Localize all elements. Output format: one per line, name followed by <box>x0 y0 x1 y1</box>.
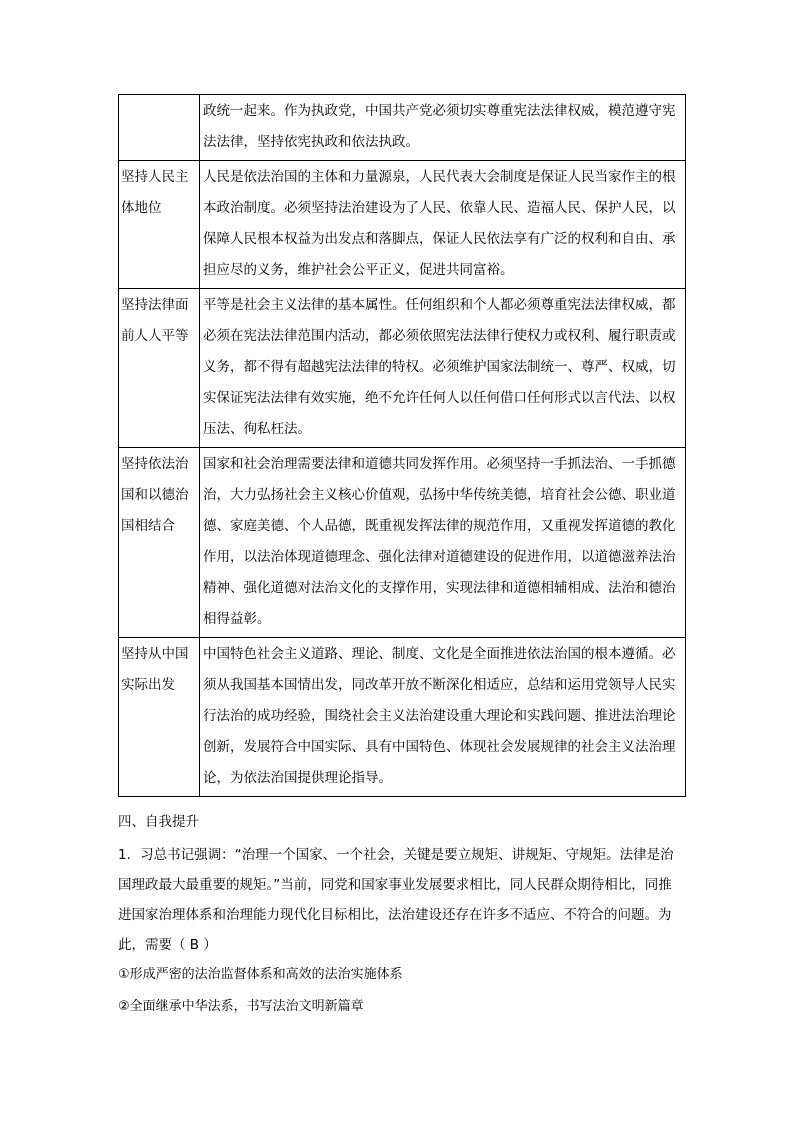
row-content: 中国特色社会主义道路、理论、制度、文化是全面推进依法治国的根本遵循。必须从我国基本国情出发，同改革开放不断深化相适应，总结和运用党领导人民实行法治的成功经验，围绕社会主义法治建设重大理论和实践问题、推进法治理论创新，发展符合中国实际、具有中国特色、体现社会发展规律的社会主义法治理论，为依法治国提供理论指导。 <box>203 646 676 786</box>
row-label <box>119 95 199 98</box>
question-option: ①形成严密的法治监督体系和高效的法治实施体系 <box>118 967 403 982</box>
table-row <box>119 638 686 797</box>
row-label: 坚持法律面前人人平等 <box>121 297 189 344</box>
row-label-cell <box>119 161 200 289</box>
row-content: 平等是社会主义法律的基本属性。任何组织和个人都必须尊重宪法法律权威，都必须在宪法法律范围内活动，都必须依照宪法法律行使权力或权利、履行职责或义务，都不得有超越宪法法律的特权。必须维护国家法制统一、尊严、权威，切实保证宪法法律有效实施，绝不允许任何人以任何借口任何形式以言代法、以权压法、徇私枉法。 <box>203 297 676 437</box>
section-heading: 四、自我提升 <box>118 814 199 830</box>
table-row <box>119 289 686 448</box>
row-label: 坚持人民主体地位 <box>121 169 189 216</box>
table-row <box>119 161 686 289</box>
row-content: 政统一起来。作为执政党，中国共产党必须切实尊重宪法法律权威，模范遵守宪法法律，坚持依宪执政和依法执政。 <box>203 103 676 150</box>
row-content-cell <box>200 448 686 638</box>
row-content: 人民是依法治国的主体和力量源泉，人民代表大会制度是保证人民当家作主的根本政治制度。必须坚持法治建设为了人民、依靠人民、造福人民、保护人民，以保障人民根本权益为出发点和落脚点，保证人民依法享有广泛的权利和自由、承担应尽的义务，维护社会公平正义，促进共同富裕。 <box>203 169 676 278</box>
row-content-cell <box>200 161 686 289</box>
row-label-cell <box>119 289 200 448</box>
row-label: 坚持从中国实际出发 <box>121 646 189 693</box>
row-label-cell <box>119 448 200 638</box>
table-row <box>119 95 686 161</box>
table-row <box>119 448 686 638</box>
row-content-cell <box>200 638 686 797</box>
row-content-cell <box>200 289 686 448</box>
row-label-cell <box>119 95 200 161</box>
row-content: 国家和社会治理需要法律和道德共同发挥作用。必须坚持一手抓法治、一手抓德治，大力弘扬社会主义核心价值观，弘扬中华传统美德，培育社会公德、职业道德、家庭美德、个人品德，既重视发挥法律的规范作用，又重视发挥道德的教化作用，以法治体现道德理念、强化法律对道德建设的促进作用，以道德滋养法治精神、强化道德对法治文化的支撑作用，实现法律和道德相辅相成、法治和德治相得益彰。 <box>203 456 676 627</box>
row-label: 坚持依法治国和以德治国相结合 <box>121 456 189 534</box>
question-option: ②全面继承中华法系，书写法治文明新篇章 <box>118 999 364 1014</box>
row-label-cell <box>119 638 200 797</box>
row-content-cell <box>200 95 686 161</box>
question-text: 1．习总书记强调：“治理一个国家、一个社会，关键是要立规矩、讲规矩、守规矩。法律是治国理政最大最重要的规矩。”当前，同党和国家事业发展要求相比，同人民群众期待相比，同推进国家治理体系和治理能力现代化目标相比，法治建设还存在许多不适应、不符合的问题。为此，需要（ B ） <box>118 847 674 953</box>
principles-table <box>118 94 686 797</box>
